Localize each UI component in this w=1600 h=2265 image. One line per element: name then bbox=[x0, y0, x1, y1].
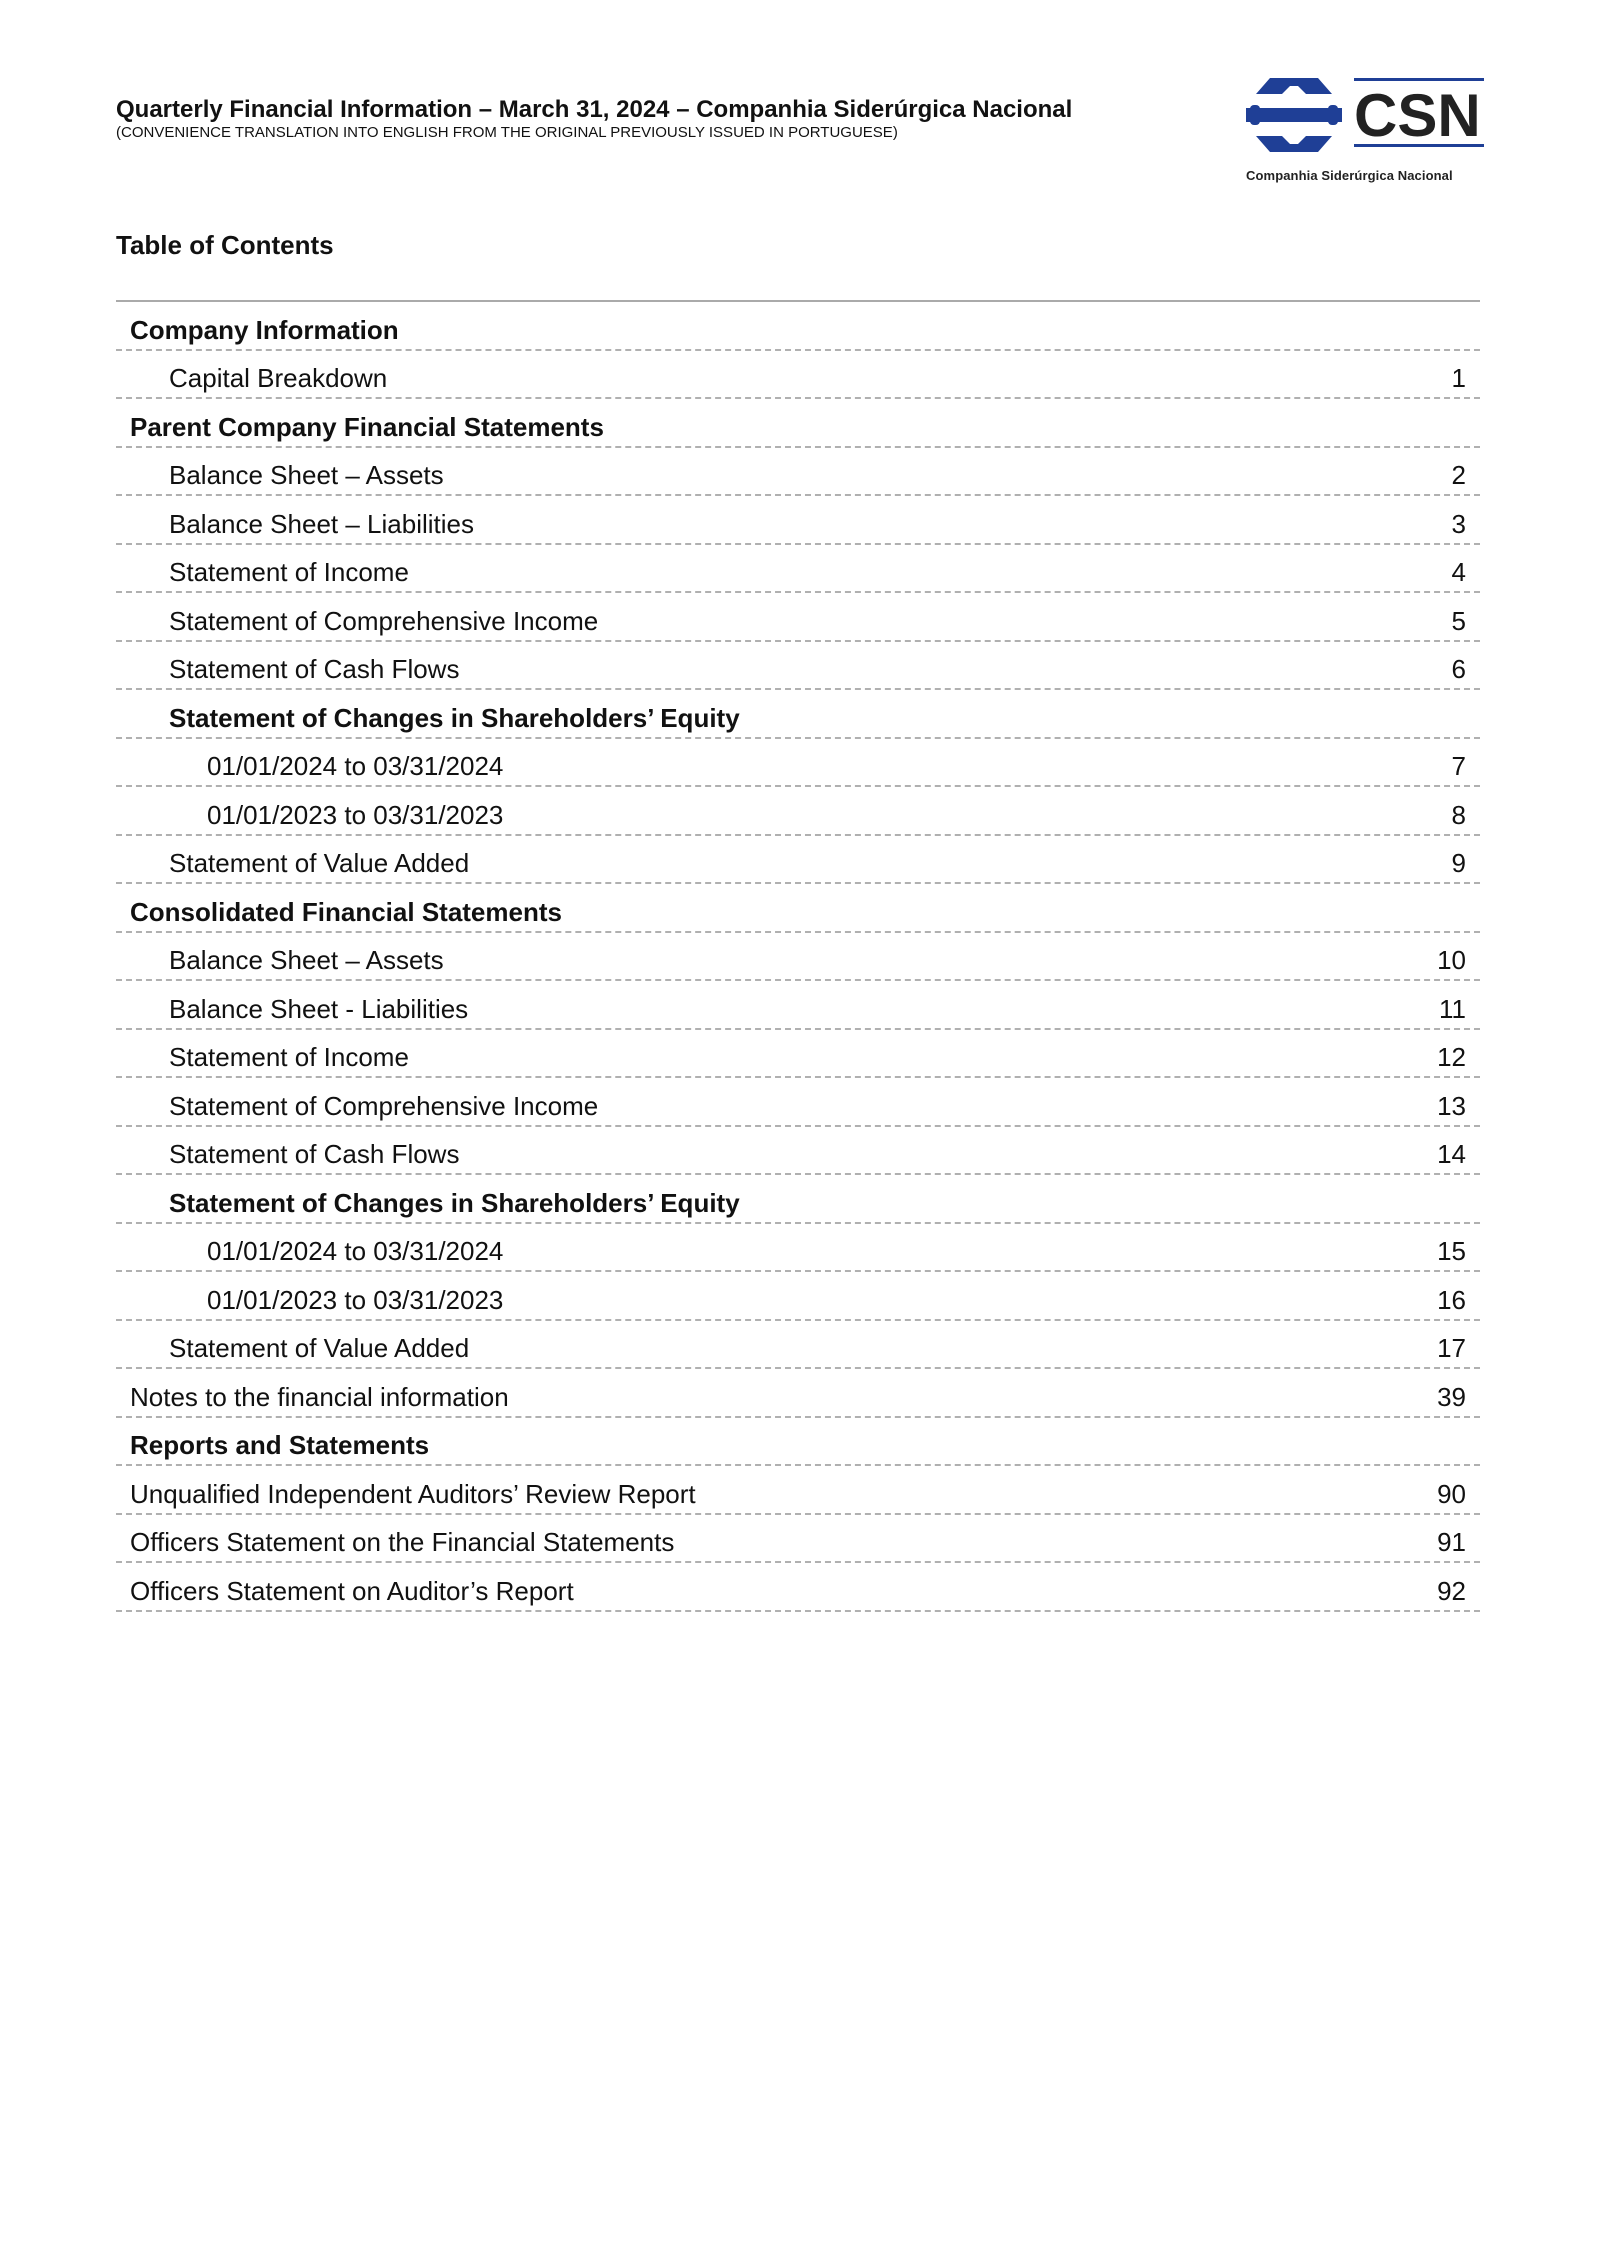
toc-entry-page: 39 bbox=[1437, 1381, 1466, 1412]
toc-entry-label: Statement of Comprehensive Income bbox=[169, 1090, 599, 1121]
toc-entry-page: 10 bbox=[1437, 945, 1466, 975]
toc-entry-label: Balance Sheet – Assets bbox=[169, 945, 444, 975]
toc-section-heading bbox=[116, 399, 1480, 448]
toc-section-heading bbox=[116, 1418, 1480, 1467]
toc-entry-label: Statement of Cash Flows bbox=[169, 1139, 460, 1169]
toc-entry[interactable] bbox=[116, 933, 1480, 982]
toc-entry-page bbox=[1466, 930, 1480, 931]
toc-entry-page: 92 bbox=[1437, 1575, 1466, 1606]
toc-entry-page: 15 bbox=[1437, 1236, 1466, 1266]
toc-entry-label: Statement of Comprehensive Income bbox=[169, 605, 599, 636]
toc-entry[interactable] bbox=[116, 739, 1480, 788]
toc-entry[interactable] bbox=[116, 1030, 1480, 1079]
toc-entry[interactable] bbox=[116, 1224, 1480, 1273]
toc-section-heading bbox=[116, 302, 1480, 351]
toc-entry-label: Reports and Statements bbox=[130, 1430, 430, 1460]
toc-entry-label: 01/01/2024 to 03/31/2024 bbox=[207, 1236, 504, 1266]
toc-entry-label: Unqualified Independent Auditors’ Review Report bbox=[130, 1478, 696, 1509]
toc-entry-page: 16 bbox=[1437, 1284, 1466, 1315]
toc-entry-page: 12 bbox=[1437, 1042, 1466, 1072]
toc-entry[interactable] bbox=[116, 1127, 1480, 1176]
toc-entry-page: 5 bbox=[1451, 605, 1466, 636]
logo-caption: Companhia Siderúrgica Nacional bbox=[1246, 168, 1453, 183]
toc-entry-label: Parent Company Financial Statements bbox=[130, 411, 604, 442]
csn-logo-text: CSN bbox=[1354, 82, 1481, 149]
toc-entry-label: Statement of Value Added bbox=[169, 848, 470, 878]
toc-entry-label: Balance Sheet - Liabilities bbox=[169, 993, 469, 1024]
toc-entry[interactable] bbox=[116, 1321, 1480, 1370]
toc-entry-page: 4 bbox=[1451, 557, 1466, 587]
toc-entry-page: 90 bbox=[1437, 1478, 1466, 1509]
toc-entry[interactable] bbox=[116, 787, 1480, 836]
csn-logo-mark-icon bbox=[1246, 72, 1486, 164]
toc-entry-label: Statement of Changes in Shareholders’ Equity bbox=[169, 1187, 740, 1218]
toc-entry[interactable] bbox=[116, 1466, 1480, 1515]
toc-entry-label: 01/01/2023 to 03/31/2023 bbox=[207, 1284, 504, 1315]
toc-entry-page: 91 bbox=[1437, 1527, 1466, 1557]
toc-entry-label: Statement of Income bbox=[169, 557, 409, 587]
toc-section-heading bbox=[116, 1175, 1480, 1224]
toc-entry-page: 1 bbox=[1451, 363, 1466, 393]
document-title: Quarterly Financial Information – March 31, 2024 – Companhia Siderúrgica Nacional bbox=[116, 96, 1073, 123]
toc-entry[interactable] bbox=[116, 1515, 1480, 1564]
toc-entry[interactable] bbox=[116, 981, 1480, 1030]
toc-list bbox=[116, 302, 1480, 1612]
toc-entry-page: 6 bbox=[1451, 654, 1466, 684]
toc-entry-label: Balance Sheet – Assets bbox=[169, 460, 444, 490]
toc-heading: Table of Contents bbox=[116, 230, 334, 260]
toc-entry-label: Consolidated Financial Statements bbox=[130, 896, 562, 927]
toc-entry-page: 3 bbox=[1451, 508, 1466, 539]
toc-entry-page: 13 bbox=[1437, 1090, 1466, 1121]
toc-entry-page bbox=[1466, 1463, 1480, 1464]
toc-entry[interactable] bbox=[116, 496, 1480, 545]
toc-entry[interactable] bbox=[116, 448, 1480, 497]
toc-section-heading bbox=[116, 690, 1480, 739]
toc-entry-page bbox=[1466, 736, 1480, 737]
csn-logo bbox=[1246, 72, 1486, 188]
toc-entry[interactable] bbox=[116, 1078, 1480, 1127]
toc-entry-page: 9 bbox=[1451, 848, 1466, 878]
toc-section-heading bbox=[116, 884, 1480, 933]
toc-entry[interactable] bbox=[116, 642, 1480, 691]
toc-entry-label: Statement of Cash Flows bbox=[169, 654, 460, 684]
toc-entry-label: Notes to the financial information bbox=[130, 1381, 509, 1412]
toc-entry-page: 17 bbox=[1437, 1333, 1466, 1363]
toc-entry-label: Statement of Value Added bbox=[169, 1333, 470, 1363]
toc-entry-label: Statement of Income bbox=[169, 1042, 409, 1072]
toc-entry[interactable] bbox=[116, 593, 1480, 642]
toc-entry-label: 01/01/2024 to 03/31/2024 bbox=[207, 751, 504, 781]
toc-entry-label: Capital Breakdown bbox=[169, 363, 388, 393]
toc-entry[interactable] bbox=[116, 1369, 1480, 1418]
toc-entry[interactable] bbox=[116, 1563, 1480, 1612]
toc-entry-page: 2 bbox=[1451, 460, 1466, 490]
toc-entry-page bbox=[1466, 1221, 1480, 1222]
toc-entry-label: Officers Statement on Auditor’s Report bbox=[130, 1575, 574, 1606]
toc-entry-page: 11 bbox=[1439, 993, 1466, 1024]
toc-entry[interactable] bbox=[116, 545, 1480, 594]
toc-entry-page: 14 bbox=[1437, 1139, 1466, 1169]
toc-entry-label: Company Information bbox=[130, 314, 399, 345]
toc-entry-page bbox=[1466, 348, 1480, 349]
toc-entry[interactable] bbox=[116, 836, 1480, 885]
toc-entry[interactable] bbox=[116, 1272, 1480, 1321]
toc-entry-label: Statement of Changes in Shareholders’ Equity bbox=[169, 702, 740, 733]
toc-entry[interactable] bbox=[116, 351, 1480, 400]
document-header bbox=[116, 96, 1116, 142]
document-subtitle: (CONVENIENCE TRANSLATION INTO ENGLISH FROM THE ORIGINAL PREVIOUSLY ISSUED IN PORTUGUESE) bbox=[116, 124, 898, 141]
toc-entry-page: 7 bbox=[1451, 751, 1466, 781]
toc-entry-label: Officers Statement on the Financial Statements bbox=[130, 1527, 675, 1557]
toc-entry-label: 01/01/2023 to 03/31/2023 bbox=[207, 799, 504, 830]
toc-entry-page: 8 bbox=[1451, 799, 1466, 830]
toc-entry-page bbox=[1466, 445, 1480, 446]
toc-entry-label: Balance Sheet – Liabilities bbox=[169, 508, 474, 539]
